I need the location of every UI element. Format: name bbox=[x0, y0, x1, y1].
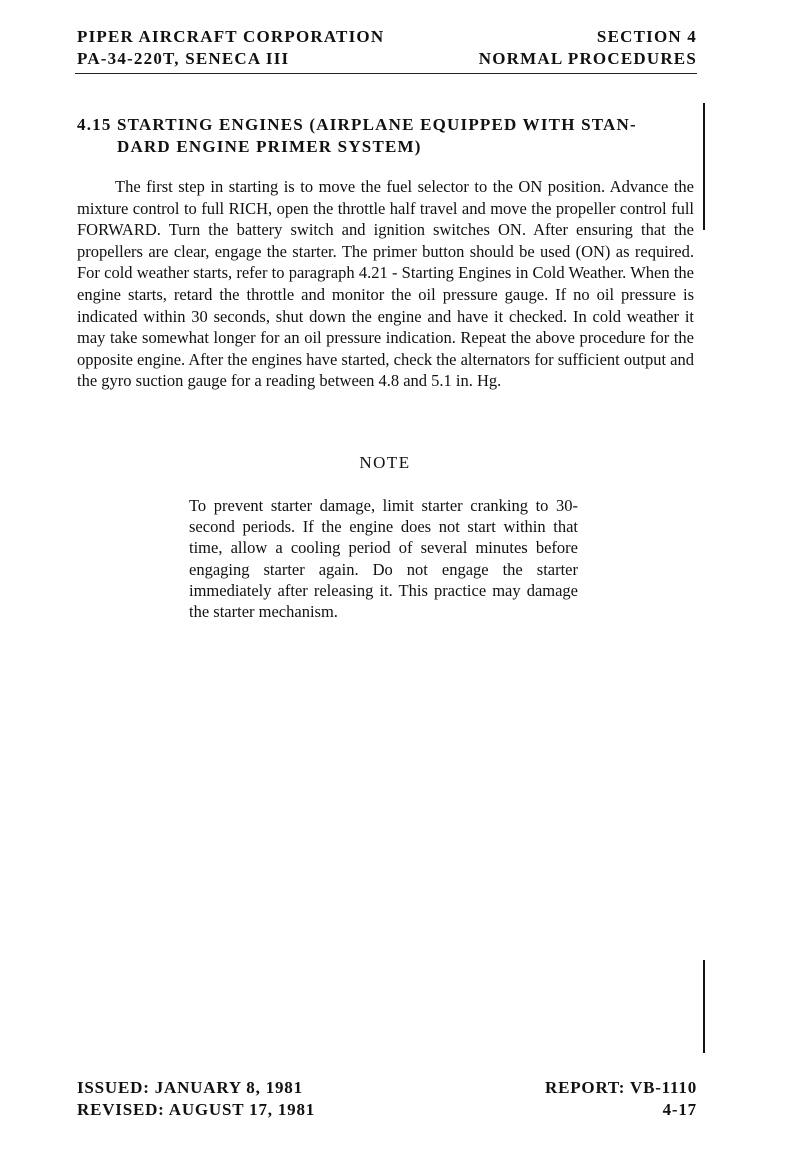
issued-date: ISSUED: JANUARY 8, 1981 bbox=[77, 1078, 303, 1097]
page-footer bbox=[77, 1077, 697, 1121]
manufacturer-name: PIPER AIRCRAFT CORPORATION bbox=[77, 27, 385, 46]
header-row-2 bbox=[77, 48, 697, 70]
footer-row-1 bbox=[77, 1077, 697, 1099]
note-text: To prevent starter damage, limit starter cranking to 30-second periods. If the engine does not start within that time, allow a cooling period of several minutes before engaging starter again. Do not engage the starter immediately after releasing it. This practice may damage the starter mechanism. bbox=[189, 496, 578, 622]
section-title-line-1: STARTING ENGINES (AIRPLANE EQUIPPED WITH STAN- bbox=[117, 115, 637, 134]
revised-date: REVISED: AUGUST 17, 1981 bbox=[77, 1100, 316, 1119]
section-title-line-2: DARD ENGINE PRIMER SYSTEM) bbox=[117, 137, 422, 156]
procedure-paragraph: The first step in starting is to move the fuel selector to the ON position. Advance the mixture control to full RICH, open the throttle half travel and move the propeller control full FORWARD. Turn the battery switch and ignition switches ON. After ensuring that the propellers are clear, engage the starter. The primer button should be used (ON) as required. For cold weather starts, refer to paragraph 4.21 - Starting Engines in Cold Weather. When the engine starts, retard the throttle and monitor the oil pressure gauge. If no oil pressure is indicated within 30 seconds, shut down the engine and have it checked. In cold weather it may take somewhat longer for an oil pressure indication. Repeat the above procedure for the opposite engine. After the engines have started, check the alternators for sufficient output and the gyro suction gauge for a reading between 4.8 and 5.1 in. Hg. bbox=[77, 177, 694, 391]
revision-bar-top bbox=[703, 103, 705, 230]
report-number: REPORT: VB-1110 bbox=[545, 1078, 697, 1097]
section-number: 4.15 bbox=[77, 115, 112, 134]
section-name: NORMAL PROCEDURES bbox=[478, 49, 697, 68]
page-number: 4-17 bbox=[662, 1100, 697, 1119]
section-heading-line-1 bbox=[77, 114, 689, 136]
section-heading bbox=[77, 114, 689, 158]
header-row-1 bbox=[77, 26, 697, 48]
footer-row-2 bbox=[77, 1099, 697, 1121]
revision-bar-bottom bbox=[703, 960, 705, 1053]
section-label: SECTION 4 bbox=[596, 27, 697, 46]
aircraft-model: PA-34-220T, SENECA III bbox=[77, 49, 290, 68]
note-title: NOTE bbox=[359, 453, 411, 472]
header-divider bbox=[75, 73, 697, 74]
page-header bbox=[77, 26, 697, 70]
